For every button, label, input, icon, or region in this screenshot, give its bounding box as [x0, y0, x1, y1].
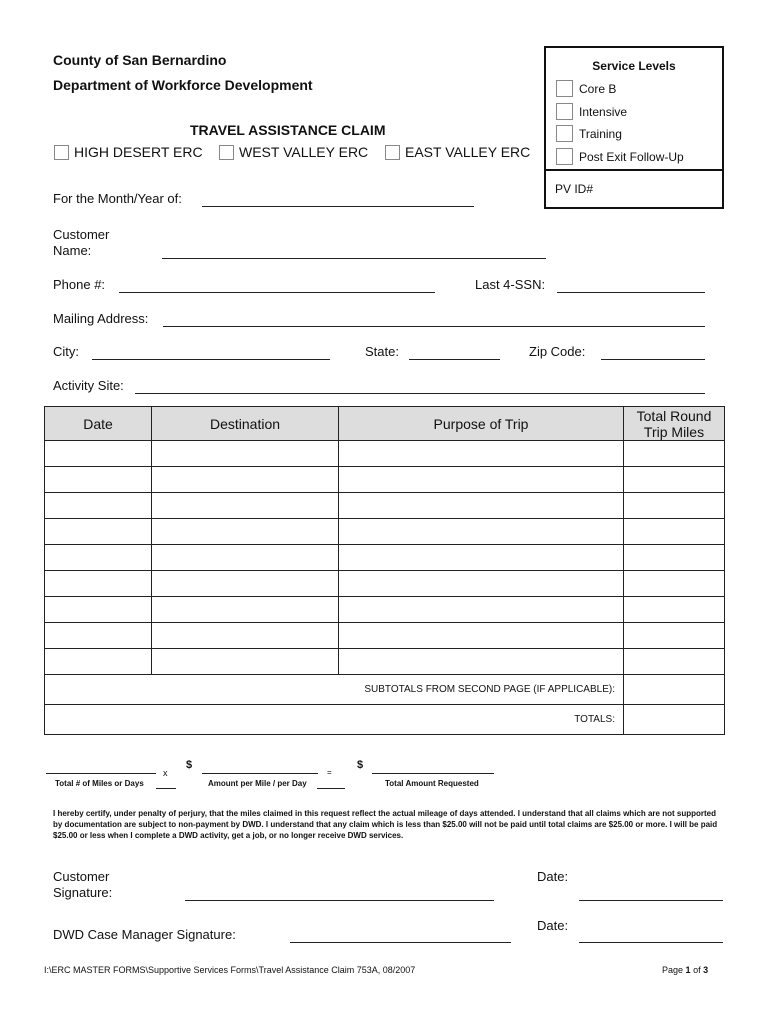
ssn-line[interactable]	[557, 292, 705, 293]
city-label: City:	[53, 344, 79, 359]
cell[interactable]	[152, 519, 339, 545]
service-level-training[interactable]	[556, 125, 622, 142]
table-row	[45, 597, 725, 623]
cell[interactable]	[624, 467, 725, 493]
case-manager-date-line[interactable]	[579, 942, 723, 943]
customer-signature-label-2: Signature:	[53, 885, 113, 900]
service-levels-box	[544, 46, 724, 209]
checkbox[interactable]	[385, 145, 400, 160]
state-line[interactable]	[409, 359, 500, 360]
customer-name-label-1: Customer	[53, 227, 110, 242]
erc-west-valley[interactable]	[219, 144, 368, 160]
cell[interactable]	[45, 493, 152, 519]
checkbox[interactable]	[556, 148, 573, 165]
cell[interactable]	[45, 467, 152, 493]
customer-name-label-2: Name:	[53, 243, 92, 258]
erc-east-valley[interactable]	[385, 144, 530, 160]
form-title: TRAVEL ASSISTANCE CLAIM	[190, 122, 386, 138]
checkbox[interactable]	[54, 145, 69, 160]
table-row	[45, 571, 725, 597]
service-level-core-b[interactable]	[556, 80, 616, 97]
totals-label: TOTALS:	[45, 705, 624, 735]
service-level-label: Post Exit Follow-Up	[579, 149, 684, 164]
cell[interactable]	[624, 441, 725, 467]
cell[interactable]	[339, 571, 624, 597]
miles-short-line	[156, 788, 176, 789]
cell[interactable]	[339, 467, 624, 493]
cell[interactable]	[624, 623, 725, 649]
service-level-label: Intensive	[579, 104, 628, 119]
page-prefix: Page	[662, 965, 684, 975]
cell[interactable]	[339, 493, 624, 519]
cell[interactable]	[45, 571, 152, 597]
cell[interactable]	[152, 571, 339, 597]
miles-label: Total # of Miles or Days	[55, 779, 144, 788]
cell[interactable]	[152, 597, 339, 623]
cell[interactable]	[45, 441, 152, 467]
service-level-intensive[interactable]	[556, 103, 627, 120]
checkbox[interactable]	[556, 125, 573, 142]
erc-label: WEST VALLEY ERC	[239, 144, 369, 160]
pv-id-label: PV ID#	[555, 182, 594, 196]
city-line[interactable]	[92, 359, 330, 360]
cell[interactable]	[624, 493, 725, 519]
amount-short-line	[317, 788, 345, 789]
dollar-sign-1: $	[186, 759, 193, 771]
page-current: 1	[685, 965, 691, 975]
ssn-label: Last 4-SSN:	[475, 277, 546, 292]
erc-high-desert[interactable]	[54, 144, 203, 160]
erc-label: EAST VALLEY ERC	[405, 144, 531, 160]
total-amount-label: Total Amount Requested	[385, 779, 479, 788]
table-row	[45, 649, 725, 675]
cell[interactable]	[45, 649, 152, 675]
table-row	[45, 467, 725, 493]
activity-site-line[interactable]	[135, 393, 705, 394]
page-of: of	[693, 965, 701, 975]
cell[interactable]	[624, 649, 725, 675]
cell[interactable]	[152, 493, 339, 519]
amount-line[interactable]	[202, 773, 318, 774]
cell[interactable]	[624, 571, 725, 597]
cell[interactable]	[624, 597, 725, 623]
cell[interactable]	[339, 519, 624, 545]
trip-table	[44, 406, 725, 735]
cell[interactable]	[339, 545, 624, 571]
mailing-address-label: Mailing Address:	[53, 311, 149, 326]
cell[interactable]	[152, 467, 339, 493]
service-levels-title: Service Levels	[592, 59, 676, 73]
divider	[546, 169, 722, 171]
dollar-sign-2: $	[357, 759, 364, 771]
customer-date-label: Date:	[537, 869, 569, 884]
cell[interactable]	[45, 623, 152, 649]
page-total: 3	[703, 965, 709, 975]
state-label: State:	[365, 344, 399, 359]
case-manager-date-label: Date:	[537, 918, 569, 933]
subtotals-row	[45, 675, 725, 705]
table-row	[45, 545, 725, 571]
times-sign: x	[163, 768, 168, 778]
cell[interactable]	[45, 597, 152, 623]
checkbox[interactable]	[556, 103, 573, 120]
checkbox[interactable]	[219, 145, 234, 160]
zip-line[interactable]	[601, 359, 705, 360]
cell[interactable]	[45, 545, 152, 571]
cell[interactable]	[152, 441, 339, 467]
customer-signature-line[interactable]	[185, 900, 494, 901]
checkbox[interactable]	[556, 80, 573, 97]
erc-label: HIGH DESERT ERC	[74, 144, 203, 160]
zip-label: Zip Code:	[529, 344, 586, 359]
month-year-line[interactable]	[202, 206, 474, 207]
miles-line[interactable]	[46, 773, 156, 774]
table-row	[45, 493, 725, 519]
cell[interactable]	[624, 545, 725, 571]
phone-line[interactable]	[119, 292, 435, 293]
subtotals-label: SUBTOTALS FROM SECOND PAGE (IF APPLICABLE):	[45, 675, 624, 705]
subtotals-cell[interactable]	[624, 675, 725, 705]
table-row	[45, 441, 725, 467]
equals-sign: =	[327, 768, 332, 777]
totals-cell[interactable]	[624, 705, 725, 735]
customer-name-line[interactable]	[162, 258, 546, 259]
cell[interactable]	[624, 519, 725, 545]
case-manager-signature-label: DWD Case Manager Signature:	[53, 927, 236, 942]
customer-date-line[interactable]	[579, 900, 723, 901]
cell[interactable]	[152, 545, 339, 571]
column-header-destination: Destination	[152, 407, 339, 441]
footer-path: I:\ERC MASTER FORMS\Supportive Services Forms\Travel Assistance Claim 753A, 08/2007	[44, 965, 416, 975]
cell[interactable]	[152, 649, 339, 675]
service-level-label: Training	[579, 126, 622, 141]
service-level-label: Core B	[579, 81, 617, 96]
table-row	[45, 519, 725, 545]
cell[interactable]	[339, 441, 624, 467]
table-row	[45, 623, 725, 649]
cell[interactable]	[339, 649, 624, 675]
phone-label: Phone #:	[53, 277, 106, 292]
customer-signature-label-1: Customer	[53, 869, 110, 884]
totals-row	[45, 705, 725, 735]
total-amount-line[interactable]	[372, 773, 494, 774]
amount-label: Amount per Mile / per Day	[208, 779, 307, 788]
cell[interactable]	[45, 519, 152, 545]
cell[interactable]	[152, 623, 339, 649]
certification-text: I hereby certify, under penalty of perjury, that the miles claimed in this request reflect the actual mileage of days attended. I understand that all claims which are not supported by documentation are subject to non-payment by DWD. I understand that any claim which is less than $25.00 will not be paid until total claims are $25.00 or more. I will be paid $25.00 or less when I complete a DWD activity, get a job, or no longer receive DWD services.	[53, 809, 718, 840]
column-header-miles: Total Round Trip Miles	[624, 407, 725, 441]
column-header-purpose: Purpose of Trip	[339, 407, 624, 441]
county-name: County of San Bernardino	[53, 52, 227, 68]
month-year-label: For the Month/Year of:	[53, 191, 182, 206]
cell[interactable]	[339, 597, 624, 623]
service-level-post-exit[interactable]	[556, 148, 684, 165]
cell[interactable]	[339, 623, 624, 649]
column-header-date: Date	[45, 407, 152, 441]
mailing-address-line[interactable]	[163, 326, 705, 327]
department-name: Department of Workforce Development	[53, 77, 313, 93]
page-number	[662, 965, 708, 975]
activity-site-label: Activity Site:	[53, 378, 124, 393]
case-manager-signature-line[interactable]	[290, 942, 511, 943]
